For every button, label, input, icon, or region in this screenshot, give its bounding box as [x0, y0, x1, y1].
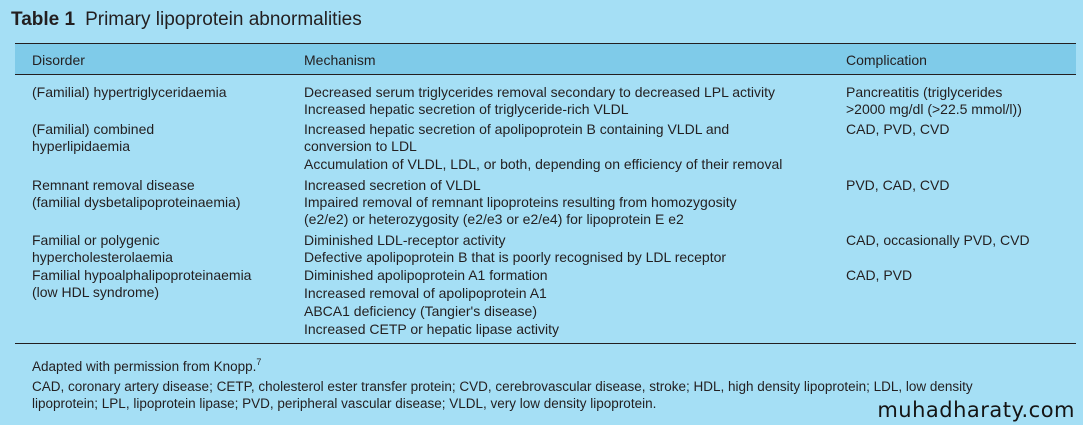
disorder-cell: Familial hypoalphalipoproteinaemia	[32, 267, 252, 283]
disorder-cell: hyperlipidaemia	[32, 138, 131, 154]
table-title	[11, 8, 362, 32]
mechanism-cell: Diminished apolipoprotein A1 formation	[304, 267, 548, 283]
mechanism-cell: Increased hepatic secretion of triglyceride-rich VLDL	[304, 101, 629, 117]
disorder-cell: (low HDL syndrome)	[32, 284, 160, 300]
adapted-text: Adapted with permission from Knopp.	[32, 359, 257, 374]
disorder-cell: (familial dysbetalipoproteinaemia)	[32, 194, 241, 210]
complication-cell: >2000 mg/dl (>22.5 mmol/l))	[846, 101, 1022, 117]
mechanism-cell: Increased hepatic secretion of apolipoprotein B containing VLDL and	[304, 121, 730, 137]
complication-cell: CAD, occasionally PVD, CVD	[846, 232, 1030, 248]
column-header-mechanism: Mechanism	[304, 52, 376, 68]
mechanism-cell: (e2/e2) or heterozygosity (e2/e3 or e2/e4) for lipoprotein E e2	[304, 211, 684, 227]
disorder-cell: (Familial) hypertriglyceridaemia	[32, 84, 227, 100]
mechanism-cell: Increased removal of apolipoprotein A1	[304, 285, 547, 301]
column-header-disorder: Disorder	[32, 52, 85, 68]
mechanism-cell: Decreased serum triglycerides removal secondary to decreased LPL activity	[304, 84, 776, 100]
mechanism-cell: ABCA1 deficiency (Tangier's disease)	[304, 303, 538, 319]
reference-superscript: 7	[256, 357, 262, 367]
column-header-complication: Complication	[846, 52, 927, 68]
table-caption: Primary lipoprotein abnormalities	[85, 9, 362, 30]
mechanism-cell: conversion to LDL	[304, 138, 417, 154]
abbreviations-line-1: CAD, coronary artery disease; CETP, cholesterol ester transfer protein; CVD, cerebrovascular disease, stroke; HDL, high density lipoprotein; LDL, low density	[32, 379, 973, 394]
complication-cell: CAD, PVD, CVD	[846, 121, 950, 137]
complication-cell: PVD, CAD, CVD	[846, 177, 950, 193]
disorder-cell: Familial or polygenic	[32, 232, 160, 248]
table-label: Table 1	[11, 9, 76, 30]
watermark: muhadharaty.com	[877, 398, 1075, 422]
abbreviations-line-2: lipoprotein; LPL, lipoprotein lipase; PVD, peripheral vascular disease; VLDL, very low density lipoprotein.	[32, 396, 657, 411]
disorder-cell: (Familial) combined	[32, 121, 155, 137]
disorder-cell: Remnant removal disease	[32, 177, 195, 193]
mechanism-cell: Accumulation of VLDL, LDL, or both, depending on efficiency of their removal	[304, 156, 783, 172]
adapted-note	[32, 359, 261, 375]
mechanism-cell: Increased CETP or hepatic lipase activity	[304, 321, 559, 337]
disorder-cell: hypercholesterolaemia	[32, 249, 173, 265]
mechanism-cell: Impaired removal of remnant lipoproteins resulting from homozygosity	[304, 194, 737, 210]
complication-cell: CAD, PVD	[846, 267, 913, 283]
mechanism-cell: Diminished LDL-receptor activity	[304, 232, 506, 248]
header-bottom-rule	[15, 74, 1076, 75]
table-bottom-rule	[15, 343, 1076, 344]
mechanism-cell: Increased secretion of VLDL	[304, 177, 481, 193]
complication-cell: Pancreatitis (triglycerides	[846, 84, 1003, 100]
mechanism-cell: Defective apolipoprotein B that is poorly recognised by LDL receptor	[304, 249, 727, 265]
